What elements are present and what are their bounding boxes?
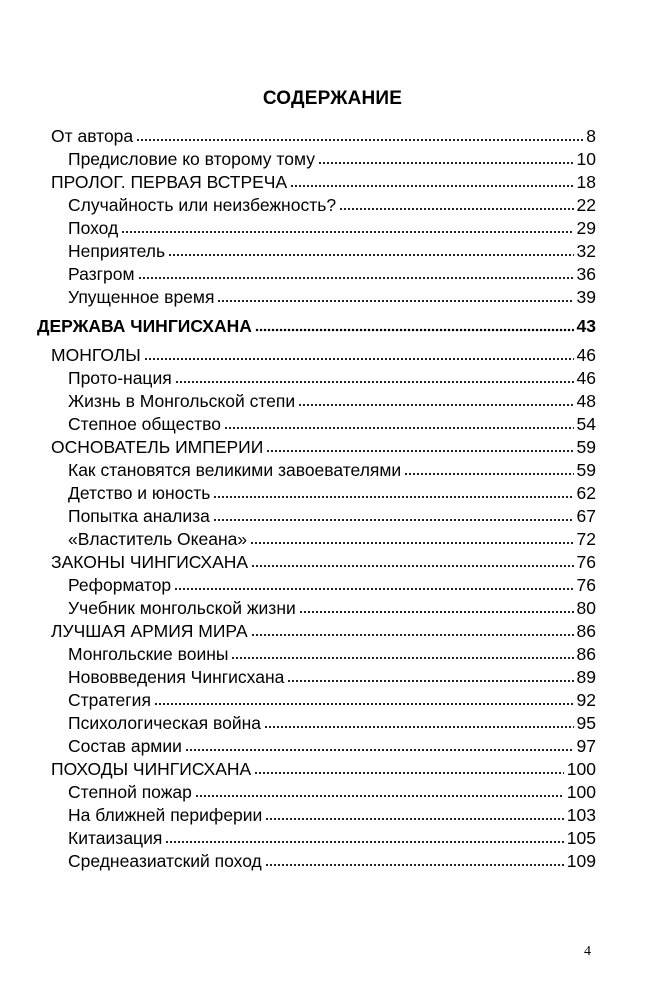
toc-entry-label: Учебник монгольской жизни	[68, 598, 296, 618]
toc-entry-page: 54	[576, 414, 596, 434]
toc-entry[interactable]	[51, 644, 596, 667]
toc-entry-label: От автора	[51, 126, 134, 146]
toc-entry[interactable]	[51, 805, 596, 828]
toc-entry[interactable]	[51, 713, 596, 736]
toc-part-entry[interactable]	[37, 316, 596, 339]
toc-entry-page: 95	[576, 713, 596, 733]
toc-entry-page: 109	[566, 851, 596, 871]
toc-entry-page: 46	[576, 368, 596, 388]
toc-entry-label: Попытка анализа	[68, 506, 210, 526]
toc-entry-page: 76	[576, 552, 596, 572]
toc-entry[interactable]	[51, 391, 596, 414]
toc-entry-label: Китаизация	[68, 828, 163, 848]
dot-leader	[144, 357, 574, 361]
toc-entry-label: Детство и юность	[68, 483, 211, 503]
toc-entry-label: Монгольские воины	[68, 644, 229, 664]
toc-entry-page: 39	[576, 287, 596, 307]
toc-entry-label: Жизнь в Монгольской степи	[68, 391, 296, 411]
dot-leader	[339, 207, 573, 211]
toc-entry-label: Психологическая война	[68, 713, 262, 733]
toc-entry[interactable]	[51, 851, 596, 874]
toc-entry-label: Упущенное время	[68, 287, 215, 307]
toc-entry-page: 32	[576, 241, 596, 261]
toc-entry-label: Случайность или неизбежность?	[68, 195, 337, 215]
toc-entry[interactable]	[51, 506, 596, 529]
toc-entry-label: Стратегия	[68, 690, 151, 710]
page-number: 4	[584, 944, 591, 959]
toc-entry-label: Прото-нация	[68, 368, 172, 388]
toc-entry[interactable]	[51, 759, 596, 782]
toc-entry-page: 100	[566, 759, 596, 779]
toc-entry-page: 80	[576, 598, 596, 618]
toc-entry-page: 29	[576, 218, 596, 238]
toc-entry-page: 48	[576, 391, 596, 411]
toc-entry-label: ПОХОДЫ ЧИНГИСХАНА	[51, 759, 252, 779]
toc-entry[interactable]	[51, 736, 596, 759]
toc-entry-page: 62	[576, 483, 596, 503]
toc-entry-label: Разгром	[68, 264, 135, 284]
toc-entry-page: 92	[576, 690, 596, 710]
toc-entry[interactable]	[51, 690, 596, 713]
toc-entry-label: Как становятся великими завоевателями	[68, 460, 402, 480]
toc-entry[interactable]	[51, 437, 596, 460]
dot-leader	[318, 161, 574, 165]
dot-leader	[287, 679, 573, 683]
toc-entry[interactable]	[51, 828, 596, 851]
dot-leader	[298, 403, 573, 407]
dot-leader	[264, 725, 574, 729]
toc-entry-label: Степной пожар	[68, 782, 192, 802]
dot-leader	[290, 184, 573, 188]
dot-leader	[231, 656, 573, 660]
table-of-contents	[37, 126, 596, 874]
toc-entry[interactable]	[51, 667, 596, 690]
dot-leader	[138, 276, 574, 280]
toc-entry[interactable]	[51, 345, 596, 368]
toc-entry-page: 76	[576, 575, 596, 595]
dot-leader	[154, 702, 574, 706]
toc-entry-page: 97	[576, 736, 596, 756]
toc-entry-page: 8	[586, 126, 596, 146]
toc-entry-page: 46	[576, 345, 596, 365]
dot-leader	[299, 610, 574, 614]
toc-entry[interactable]	[51, 218, 596, 241]
toc-entry[interactable]	[51, 782, 596, 805]
toc-entry-label: Реформатор	[68, 575, 172, 595]
toc-entry-page: 86	[576, 621, 596, 641]
toc-entry[interactable]	[51, 575, 596, 598]
dot-leader	[251, 633, 574, 637]
page-title: СОДЕРЖАНИЕ	[262, 88, 403, 109]
dot-leader	[136, 138, 583, 142]
toc-entry[interactable]	[51, 460, 596, 483]
dot-leader	[174, 587, 573, 591]
dot-leader	[121, 230, 573, 234]
toc-entry-page: 36	[576, 264, 596, 284]
toc-entry-label: Нововведения Чингисхана	[68, 667, 285, 687]
toc-entry-page: 89	[576, 667, 596, 687]
dot-leader	[224, 426, 574, 430]
toc-entry[interactable]	[51, 287, 596, 310]
dot-leader	[175, 380, 574, 384]
dot-leader	[168, 253, 573, 257]
toc-entry-page: 59	[576, 460, 596, 480]
toc-entry[interactable]	[51, 172, 596, 195]
toc-entry-label: МОНГОЛЫ	[51, 345, 141, 365]
toc-entry-page: 72	[576, 529, 596, 549]
toc-entry-label: Состав армии	[68, 736, 182, 756]
toc-entry[interactable]	[51, 529, 596, 552]
toc-entry[interactable]	[51, 241, 596, 264]
toc-entry-page: 67	[576, 506, 596, 526]
toc-entry-label: На ближней периферии	[68, 805, 263, 825]
toc-entry-label: ДЕРЖАВА ЧИНГИСХАНА	[37, 316, 252, 336]
dot-leader	[250, 541, 573, 545]
dot-leader	[195, 794, 564, 798]
toc-entry-label: ЗАКОНЫ ЧИНГИСХАНА	[51, 552, 249, 572]
toc-entry[interactable]	[51, 126, 596, 149]
toc-entry[interactable]	[51, 414, 596, 437]
dot-leader	[217, 299, 573, 303]
toc-entry-label: ПРОЛОГ. ПЕРВАЯ ВСТРЕЧА	[51, 172, 288, 192]
toc-entry[interactable]	[51, 621, 596, 644]
toc-entry-page: 59	[576, 437, 596, 457]
toc-entry-label: ЛУЧШАЯ АРМИЯ МИРА	[51, 621, 248, 641]
toc-entry-page: 105	[566, 828, 596, 848]
toc-entry-page: 10	[576, 149, 596, 169]
dot-leader	[266, 449, 573, 453]
dot-leader	[213, 518, 574, 522]
toc-entry[interactable]	[51, 483, 596, 506]
dot-leader	[251, 564, 573, 568]
toc-entry-page: 100	[566, 782, 596, 802]
toc-entry-page: 103	[566, 805, 596, 825]
dot-leader	[254, 771, 564, 775]
toc-entry-label: Среднеазиатский поход	[68, 851, 262, 871]
toc-entry-page: 43	[576, 316, 596, 336]
toc-entry-page: 22	[576, 195, 596, 215]
toc-entry[interactable]	[51, 264, 596, 287]
toc-entry[interactable]	[51, 368, 596, 391]
toc-entry-label: Степное общество	[68, 414, 221, 434]
toc-entry[interactable]	[51, 195, 596, 218]
toc-entry-label: «Властитель Океана»	[68, 529, 248, 549]
toc-entry-page: 18	[576, 172, 596, 192]
toc-entry-label: Поход	[68, 218, 119, 238]
dot-leader	[265, 863, 564, 867]
toc-entry-page: 86	[576, 644, 596, 664]
dot-leader	[265, 817, 563, 821]
toc-entry-label: Неприятель	[68, 241, 166, 261]
dot-leader	[255, 328, 574, 332]
toc-entry[interactable]	[51, 598, 596, 621]
toc-entry-label: Предисловие ко второму тому	[68, 149, 315, 169]
dot-leader	[185, 748, 574, 752]
dot-leader	[213, 495, 573, 499]
toc-entry-label: ОСНОВАТЕЛЬ ИМПЕРИИ	[51, 437, 264, 457]
toc-entry[interactable]	[51, 552, 596, 575]
toc-entry[interactable]	[51, 149, 596, 172]
dot-leader	[404, 472, 573, 476]
dot-leader	[165, 840, 563, 844]
